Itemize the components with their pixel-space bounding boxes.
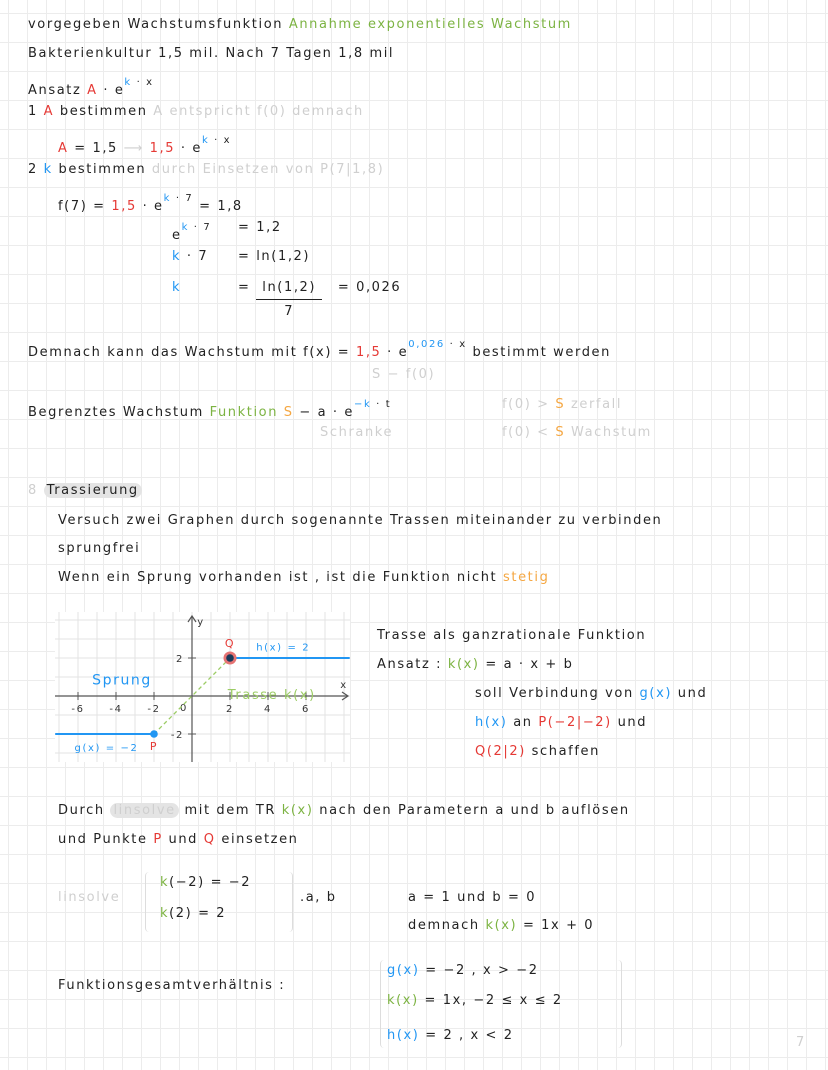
text-segment: Ansatz :	[377, 657, 448, 672]
conclusion-line	[28, 336, 611, 362]
x-axis-label: x	[340, 680, 348, 691]
text-segment: k	[43, 162, 53, 177]
equation-2-right	[238, 219, 282, 237]
text-segment: = −2 , x > −2	[419, 963, 539, 978]
x-tick-label: -4	[109, 704, 123, 715]
bacteria-line	[28, 45, 394, 63]
ansatz-line	[28, 74, 154, 100]
text-segment: 7	[796, 1035, 806, 1050]
trasse-text-3	[475, 685, 707, 703]
exponent-text: k	[201, 135, 210, 146]
text-segment: A entspricht f(0) demnach	[153, 104, 364, 119]
text-segment: 1	[28, 104, 44, 119]
intro-line	[28, 16, 572, 34]
x-tick-label: 4	[264, 704, 272, 715]
note-schranke	[320, 424, 393, 442]
section-heading	[28, 482, 142, 500]
fraction-denominator: 7	[284, 304, 295, 319]
text-segment: f(0) >	[502, 397, 556, 412]
trasse-text-5	[475, 743, 600, 761]
exponent-text: · 7	[171, 193, 194, 204]
bounded-growth-line	[28, 396, 391, 422]
equation-f7	[58, 190, 243, 216]
text-segment: Versuch zwei Graphen durch sogenannte Trassen miteinander zu verbinden	[58, 513, 663, 528]
trasse-text-1	[377, 627, 646, 645]
text-segment: = ln(1,2)	[238, 249, 311, 264]
text-segment: Wenn ein Sprung vorhanden ist , ist die Funktion nicht	[58, 570, 503, 585]
x-tick-label: -6	[71, 704, 85, 715]
text-segment: g(x)	[387, 963, 420, 978]
text-segment: .a, b	[300, 890, 337, 905]
text-segment: nach den Parametern a und b auflösen	[313, 803, 630, 818]
text-segment: = 1x, −2 ≤ x ≤ 2	[418, 993, 563, 1008]
text-segment: k(x)	[447, 657, 480, 672]
text-segment: demnach	[408, 918, 486, 933]
text-segment: S	[555, 397, 566, 412]
x-tick-label: -2	[147, 704, 161, 715]
step2-line	[28, 161, 384, 179]
point-Q	[226, 654, 234, 662]
text-segment: 2	[28, 162, 44, 177]
text-segment: = a · x + b	[479, 657, 574, 672]
text-segment: Demnach kann das Wachstum mit f(x) =	[28, 345, 356, 360]
definition-line	[58, 512, 662, 530]
text-segment: und	[672, 686, 708, 701]
exponent-text: −k	[353, 399, 372, 410]
trasse-label: Trasse k(x)	[227, 687, 316, 703]
point-label-Q: Q	[224, 637, 236, 650]
text-segment: 1,5	[149, 141, 176, 156]
text-segment: vorgegeben Wachstumsfunktion	[28, 17, 289, 32]
text-segment: Bakterienkultur 1,5 mil. Nach 7 Tagen 1,8 mil	[28, 46, 395, 61]
jump-line	[58, 569, 549, 587]
text-segment: bestimmt werden	[466, 345, 611, 360]
highlighted-text: linsolve	[110, 803, 178, 818]
text-segment: · e	[175, 141, 202, 156]
text-segment: linsolve	[58, 890, 121, 905]
exponent-text: k	[163, 193, 172, 204]
text-segment: Trasse als ganzrationale Funktion	[377, 628, 647, 643]
linsolve-label	[58, 889, 120, 907]
text-segment: · e	[381, 345, 409, 360]
piece-h	[387, 1027, 514, 1045]
y-tick-label: 2	[176, 654, 184, 665]
text-segment: Durch	[58, 803, 111, 818]
text-segment: Funktion	[209, 405, 284, 420]
exponent-text: · x	[444, 339, 467, 350]
piece-g	[387, 962, 539, 980]
exponent-text: k	[124, 77, 132, 88]
system-eq-1	[160, 874, 251, 892]
system-params	[300, 889, 337, 907]
text-segment: Funktionsgesamtverhältnis :	[58, 978, 286, 993]
text-segment: Annahme exponentielles Wachstum	[288, 17, 572, 32]
g-label: g(x) = −2	[74, 743, 139, 755]
text-segment: A	[87, 83, 98, 98]
text-segment: k	[172, 249, 182, 264]
equation-3-left	[172, 248, 208, 266]
piece-k	[387, 992, 563, 1010]
result: = 0,026	[337, 280, 402, 295]
point-P	[150, 730, 158, 738]
exponent-text: k	[181, 222, 190, 233]
text-segment: f(0) <	[502, 425, 556, 440]
text-segment: = 1,5	[68, 141, 124, 156]
text-segment: g(x)	[639, 686, 673, 701]
y-tick-label: -2	[170, 730, 184, 741]
note-decay	[502, 396, 622, 414]
text-segment: · e	[136, 199, 164, 214]
text-segment: 1,5	[355, 345, 382, 360]
overall-function-label	[58, 977, 285, 995]
text-segment: k(x)	[281, 803, 314, 818]
text-segment: Q(2|2)	[475, 744, 526, 759]
note-s-minus-f0	[372, 366, 435, 384]
text-segment: − a · e	[293, 405, 354, 420]
page-number	[796, 1034, 806, 1052]
text-segment: und Punkte	[58, 832, 154, 847]
equation-3-right	[238, 248, 310, 266]
point-label-P: P	[149, 740, 159, 753]
system-eq-2	[160, 905, 226, 923]
trasse-text-2	[377, 656, 573, 674]
text-segment: an	[507, 715, 539, 730]
text-segment: bestimmen	[54, 104, 154, 119]
text-segment: Schranke	[320, 425, 394, 440]
text-segment: = 1,2	[238, 220, 282, 235]
text-segment: 1,5	[111, 199, 137, 214]
text-segment: = 1,8	[193, 199, 243, 214]
text-segment: (2) = 2	[169, 906, 227, 921]
solution-kx	[408, 917, 594, 935]
text-segment: Wachstum	[565, 425, 652, 440]
x-tick-label: 6	[302, 704, 310, 715]
text-segment: ⟶	[123, 141, 150, 156]
text-segment: k	[172, 280, 182, 295]
text-segment: f(7) =	[58, 199, 112, 214]
text-segment: · 7	[181, 249, 209, 264]
text-segment: soll Verbindung von	[475, 686, 640, 701]
text-segment: stetig	[503, 570, 550, 585]
text-segment: a = 1 und b = 0	[408, 890, 537, 905]
equation-2-left	[172, 219, 211, 245]
text-segment: h(x)	[387, 1028, 420, 1043]
text-segment: A	[43, 104, 55, 119]
exponent-text: · x	[209, 135, 232, 146]
x-tick-label: 2	[226, 704, 234, 715]
text-segment: P(−2|−2)	[538, 715, 612, 730]
text-segment: (−2) = −2	[169, 875, 252, 890]
text-segment: 8	[28, 483, 44, 498]
text-segment: k(x)	[387, 993, 419, 1008]
text-segment: schaffen	[525, 744, 600, 759]
text-segment: A	[58, 141, 69, 156]
text-segment: einsetzen	[215, 832, 299, 847]
solve-line	[58, 802, 630, 820]
note-growth	[502, 424, 652, 442]
solve-line-2	[58, 831, 299, 849]
text-segment: und	[611, 715, 648, 730]
equation-4-right	[238, 279, 401, 321]
origin-label: 0	[180, 703, 188, 714]
step1-line	[28, 103, 364, 121]
text-segment: = 2 , x < 2	[419, 1028, 514, 1043]
trasse-chart	[55, 612, 350, 762]
sprung-label: Sprung	[92, 672, 152, 689]
text-segment: · e	[97, 83, 125, 98]
highlighted-text: Trassierung	[44, 483, 142, 498]
text-segment: k	[160, 906, 170, 921]
text-segment: S	[555, 425, 566, 440]
text-segment: h(x)	[475, 715, 508, 730]
text-segment: bestimmen	[52, 162, 152, 177]
text-segment: sprungfrei	[58, 541, 141, 556]
text-segment: k(x)	[485, 918, 518, 933]
text-segment: Ansatz	[28, 83, 88, 98]
text-segment: mit dem TR	[178, 803, 282, 818]
text-segment: P	[153, 832, 163, 847]
text-segment: Q	[203, 832, 216, 847]
text-segment: S	[283, 405, 294, 420]
exponent-text: · 7	[189, 222, 212, 233]
text-segment: Begrenztes Wachstum	[28, 405, 210, 420]
definition-line-2	[58, 540, 140, 558]
h-label: h(x) = 2	[256, 642, 311, 654]
fraction-numerator: ln(1,2)	[256, 279, 322, 300]
text-segment: und	[162, 832, 204, 847]
text-segment: durch Einsetzen von P(7|1,8)	[151, 162, 385, 177]
text-segment: zerfall	[565, 397, 623, 412]
text-segment: k	[160, 875, 170, 890]
trasse-text-4	[475, 714, 647, 732]
text-segment: e	[172, 228, 182, 243]
text-segment: S − f(0)	[372, 367, 436, 382]
equation-4-left	[172, 279, 181, 297]
y-axis-label: y	[197, 617, 205, 628]
exponent-text: · x	[131, 77, 154, 88]
equals: =	[238, 280, 251, 295]
solution-ab	[408, 889, 536, 907]
step1-result	[58, 132, 231, 158]
exponent-text: · t	[371, 399, 392, 410]
exponent-text: 0,026	[408, 339, 445, 350]
text-segment: = 1x + 0	[517, 918, 595, 933]
